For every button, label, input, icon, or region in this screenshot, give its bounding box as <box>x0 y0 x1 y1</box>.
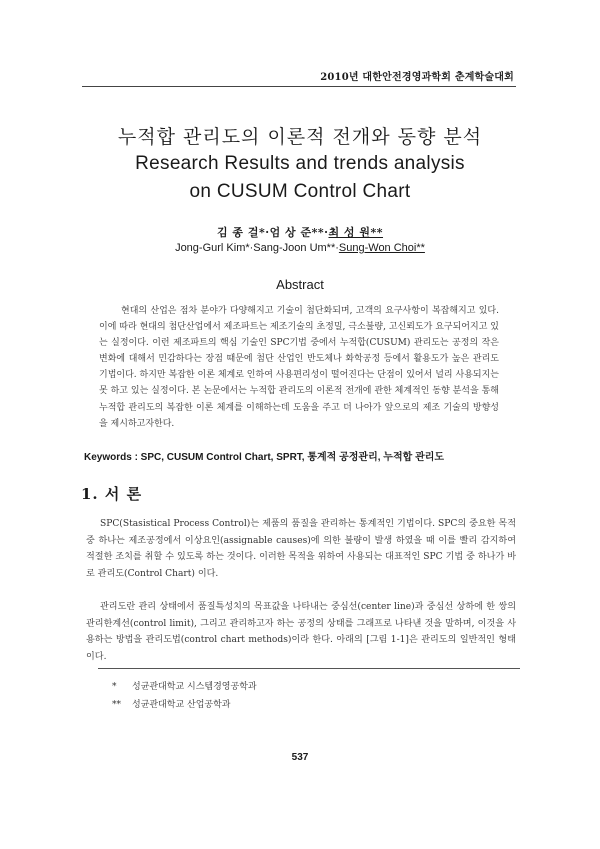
header-rule <box>82 86 516 87</box>
footnote-1 <box>112 679 257 692</box>
footnote-2-mark: ** <box>112 700 121 710</box>
title-english-line2: on CUSUM Control Chart <box>189 181 411 202</box>
footnote-1-mark: * <box>112 682 117 692</box>
title-korean: 누적합 관리도의 이론적 전개와 동향 분석 <box>117 126 483 148</box>
footnote-2-text: 성균관대학교 산업공학과 <box>132 700 231 710</box>
authors-english-part2: Sung-Won Choi** <box>338 242 425 254</box>
authors-english-part1: Jong-Gurl Kim*·Sang-Joon Um**· <box>175 242 339 254</box>
authors-korean-part1: 김 종 걸*·엄 상 준**· <box>216 226 329 239</box>
abstract-heading: Abstract <box>276 277 324 292</box>
footnote-1-text: 성균관대학교 시스템경영공학과 <box>132 682 257 692</box>
conference-header: 2010년 대한안전경영과학회 춘계학술대회 <box>320 72 514 83</box>
section-heading-introduction: 1. 서 론 <box>81 485 143 503</box>
authors-english <box>0 242 600 254</box>
introduction-paragraph-1: SPC(Stasistical Process Control)는 제품의 품질을 관리하는 통계적인 기법이다. SPC의 중요한 목적중 하나는 제조공정에서 이상요인(assignable causes)에 의한 불량이 발생 하였을 때 이를 빨리 감지하여 적절한 조치를 취할 수 있도록 하는 것이다. 이러한 목적을 위하여 사용되는 대표적인 SPC 기법 중 하나가 바로 관리도(Control Chart) 이다. <box>86 519 516 579</box>
authors-korean <box>0 224 600 240</box>
footnote-2 <box>112 697 231 710</box>
title-english-line1: Research Results and trends analysis <box>135 153 465 174</box>
page-number: 537 <box>291 752 309 763</box>
introduction-paragraph-2: 관리도란 관리 상태에서 품질특성치의 목표값을 나타내는 중심선(center line)과 중심선 상하에 한 쌍의 관리한계선(control limit), 그리고 관리하고자 하는 공정의 상태를 그래프로 나타낸 것을 말하며, 이것을 사용하는 방법을 관리도법(control chart methods)이라 한다. 아래의 [그림 1-1]은 관리도의 일반적인 형태이다. <box>86 602 516 662</box>
footnote-rule <box>98 668 520 669</box>
abstract-body: 현대의 산업은 점차 분야가 다양해지고 기술이 첨단화되며, 고객의 요구사항이 복잡해지고 있다. 이에 따라 현대의 첨단산업에서 제조파트는 제조기술의 초정밀, 극소불량, 고신뢰도가 요구되어지고 있는 실정이다. 이런 제조파트의 핵심 기술인 SPC기법 중에서 누적합(CUSUM) 관리도는 공정의 작은 변화에 대해서 민감하다는 장점 때문에 첨단 산업인 반도체나 화학공정 등에서 활용도가 높은 관리도 기법이다. 하지만 복잡한 이론 체계로 인하여 사용편리성이 떨어진다는 단점이 있어서 널리 사용되지는 못 하고 있는 실정이다. 본 논문에서는 누적합 관리도의 이론적 전개에 관한 체계적인 동향 분석을 통해 누적합 관리도의 복잡한 이론 체계를 이해하는데 도움을 주고 더 나아가 앞으로의 제조 기술의 방향성을 제시하고자한다. <box>99 306 499 429</box>
authors-korean-part2: 최 성 원** <box>328 226 384 239</box>
keywords: Keywords : SPC, CUSUM Control Chart, SPRT, 통계적 공정관리, 누적합 관리도 <box>84 452 445 463</box>
